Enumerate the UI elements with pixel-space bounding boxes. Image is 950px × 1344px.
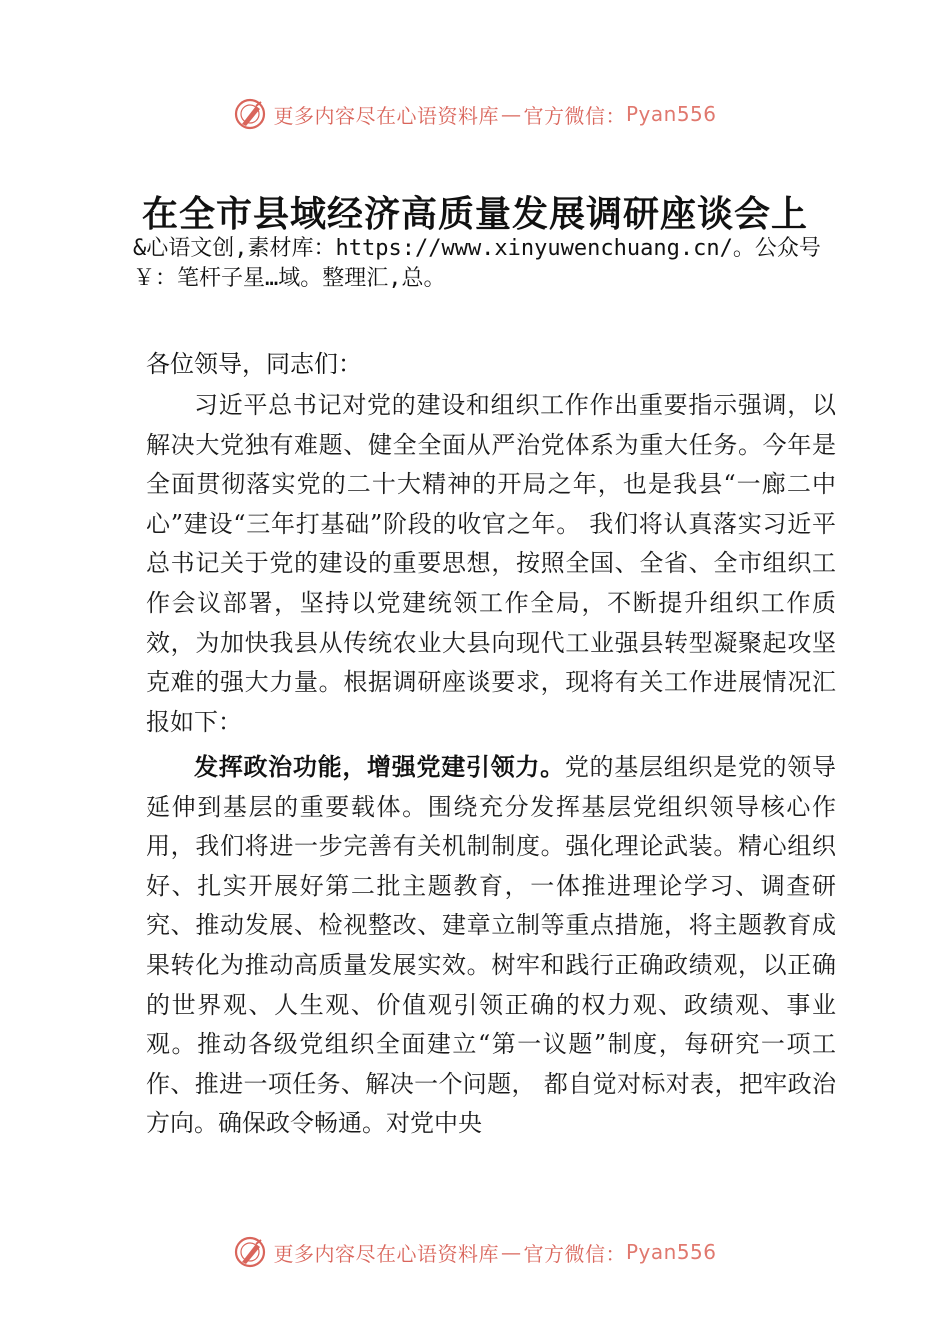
watermark-text: 更多内容尽在心语资料库 — [273, 103, 499, 128]
watermark-banner-bottom — [0, 1232, 950, 1272]
watermark-separator: — — [500, 1240, 522, 1264]
watermark-official-label: 官方微信： — [523, 103, 626, 128]
watermark-banner-top — [0, 94, 950, 134]
watermark-separator: — — [500, 102, 522, 126]
section-heading: 发挥政治功能，增强党建引领力。 — [194, 753, 565, 781]
document-title: 在全市县域经济高质量发展调研座谈会上 — [141, 193, 808, 235]
body-paragraph-2 — [146, 748, 836, 1144]
watermark-wechat-id: Pyan556 — [625, 102, 717, 126]
watermark-wechat-id: Pyan556 — [625, 1240, 717, 1264]
watermark-official-label: 官方微信： — [523, 1241, 626, 1266]
source-note: &心语文创,素材库：https://www.xinyuwenchuang.cn/。公众号￥：笔杆子星…域。整理汇,总。 — [133, 236, 821, 291]
body-paragraph: 习近平总书记对党的建设和组织工作作出重要指示强调，以解决大党独有难题、健全全面从严治党体系为重大任务。今年是全面贯彻落实党的二十大精神的开局之年，也是我县“一廊二中心”建设“三年打基础”阶段的收官之年。 我们将认真落实习近平总书记关于党的建设的重要思想，按照全国、全省、全市组织工作会议部署，坚持以党建统领工作全局，不断提升组织工作质效，为加快我县从传统农业大县向现代工业强县转型凝聚起攻坚克难的强大力量。根据调研座谈要求，现将有关工作进展情况汇报如下： — [146, 391, 836, 736]
quill-logo-icon — [233, 1235, 267, 1269]
quill-logo-icon — [233, 97, 267, 131]
section-body: 党的基层组织是党的领导延伸到基层的重要载体。围绕充分发挥基层党组织领导核心作用，我们将进一步完善有关机制制度。强化理论武装。精心组织好、扎实开展好第二批主题教育，一体推进理论学习、调查研究、推动发展、检视整改、建章立制等重点措施，将主题教育成果转化为推动高质量发展实效。树牢和践行正确政绩观，以正确的世界观、人生观、价值观引领正确的权力观、政绩观、事业观。推动各级党组织全面建立“第一议题”制度，每研究一项工作、推进一项任务、解决一个问题， 都自觉对标对表，把牢政治方向。确保政令畅通。对党中央 — [146, 753, 837, 1138]
watermark-text: 更多内容尽在心语资料库 — [273, 1241, 499, 1266]
greeting: 各位领导，同志们： — [146, 350, 362, 378]
